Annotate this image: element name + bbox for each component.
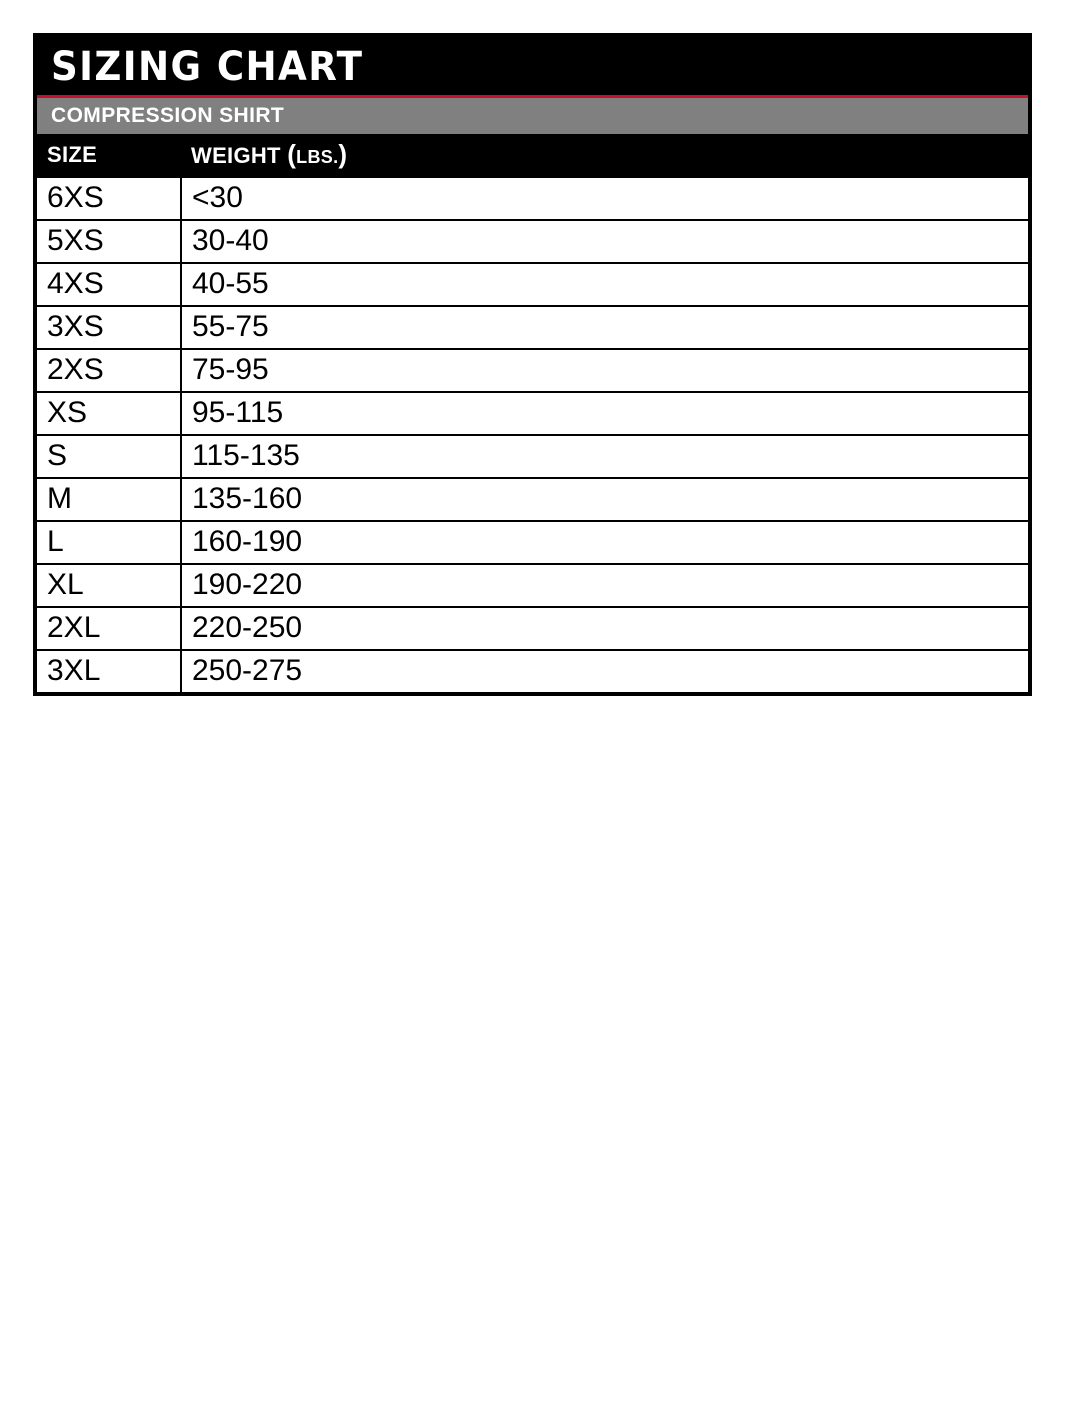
cell-size: 3XS: [37, 306, 181, 349]
table-body: [37, 177, 1028, 692]
chart-subtitle-bar: [37, 98, 1028, 134]
table-row: [37, 392, 1028, 435]
cell-weight: 95-115: [181, 392, 1028, 435]
table-row: [37, 349, 1028, 392]
cell-size: 6XS: [37, 177, 181, 220]
table-row: [37, 177, 1028, 220]
cell-size: XS: [37, 392, 181, 435]
cell-size: XL: [37, 564, 181, 607]
column-header-weight: [181, 134, 1028, 177]
table-row: [37, 263, 1028, 306]
weight-unit: LBS.: [296, 147, 339, 167]
table-row: [37, 521, 1028, 564]
chart-title-bar: [37, 37, 1028, 98]
cell-weight: 75-95: [181, 349, 1028, 392]
chart-subtitle: COMPRESSION SHIRT: [51, 104, 285, 127]
weight-unit-close-paren: ): [338, 139, 348, 169]
table-row: [37, 435, 1028, 478]
cell-size: 2XS: [37, 349, 181, 392]
sizing-table: [37, 134, 1028, 692]
cell-size: L: [37, 521, 181, 564]
table-header-row: [37, 134, 1028, 177]
table-row: [37, 220, 1028, 263]
table-row: [37, 650, 1028, 692]
page-title: SIZING CHART: [51, 44, 364, 90]
cell-weight: 30-40: [181, 220, 1028, 263]
column-header-size: SIZE: [37, 134, 181, 177]
table-row: [37, 607, 1028, 650]
cell-weight: 250-275: [181, 650, 1028, 692]
cell-weight: 220-250: [181, 607, 1028, 650]
table-row: [37, 306, 1028, 349]
table-header: [37, 134, 1028, 177]
table-row: [37, 564, 1028, 607]
column-header-weight-label: WEIGHT: [191, 143, 288, 168]
cell-size: S: [37, 435, 181, 478]
cell-size: 5XS: [37, 220, 181, 263]
weight-unit-open-paren: (: [287, 139, 297, 169]
cell-size: 2XL: [37, 607, 181, 650]
cell-weight: 160-190: [181, 521, 1028, 564]
cell-size: M: [37, 478, 181, 521]
cell-weight: 115-135: [181, 435, 1028, 478]
sizing-chart-card: [33, 33, 1032, 696]
cell-weight: 55-75: [181, 306, 1028, 349]
cell-weight: 40-55: [181, 263, 1028, 306]
cell-weight: 190-220: [181, 564, 1028, 607]
table-row: [37, 478, 1028, 521]
cell-size: 3XL: [37, 650, 181, 692]
cell-weight: 135-160: [181, 478, 1028, 521]
cell-size: 4XS: [37, 263, 181, 306]
cell-weight: <30: [181, 177, 1028, 220]
